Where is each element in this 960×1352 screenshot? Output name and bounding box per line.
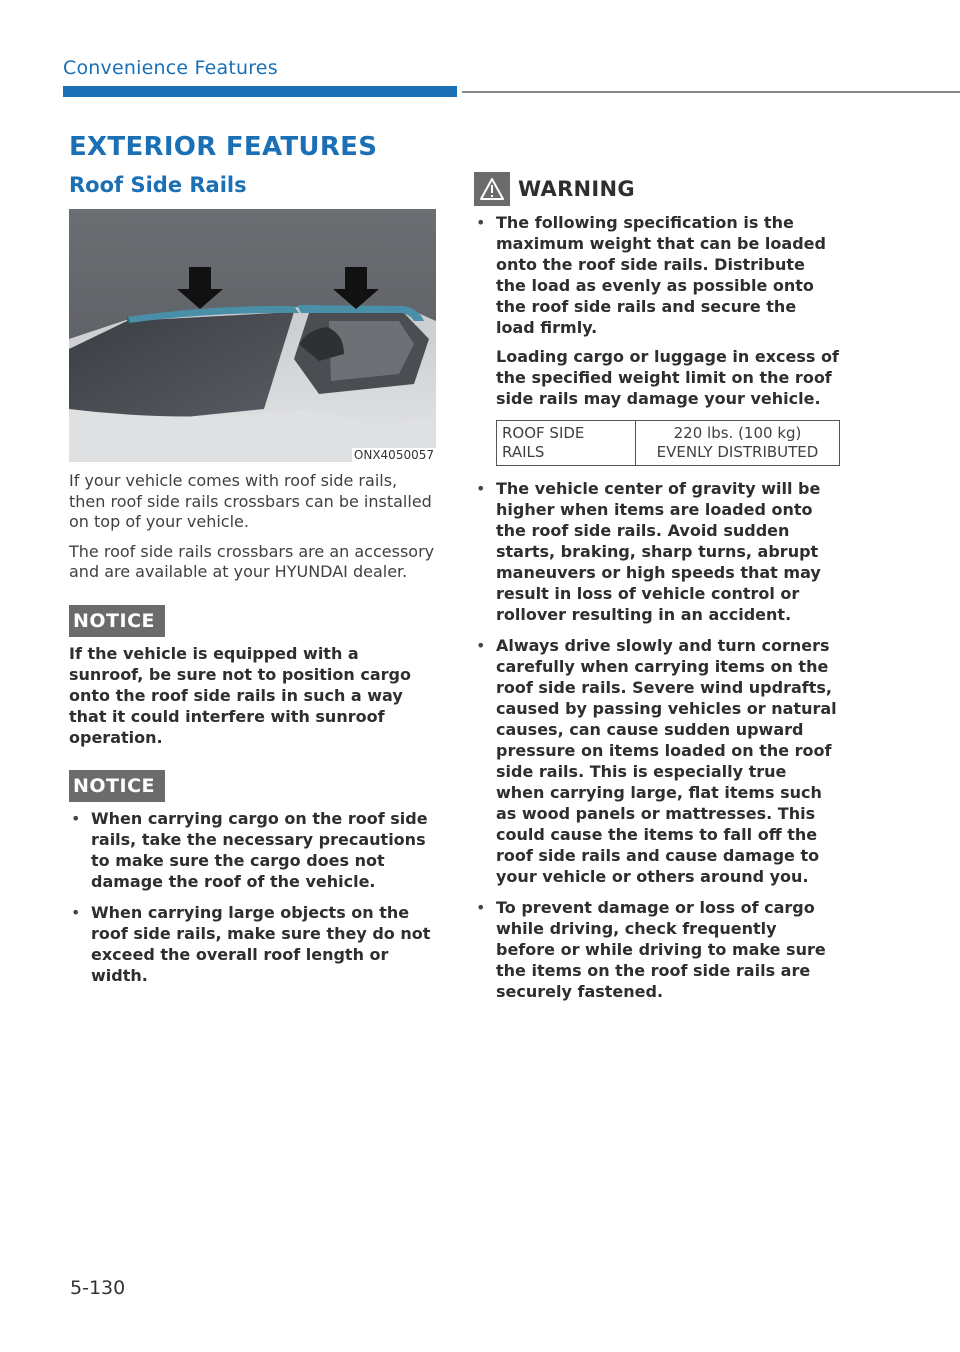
figure-code: ONX4050057 — [353, 448, 434, 462]
section-header: Convenience Features — [63, 57, 278, 79]
warning-header — [474, 172, 840, 206]
spec-table — [496, 420, 840, 466]
table-row — [497, 421, 840, 466]
header-rule-blue — [63, 86, 457, 97]
warning-item-text: The following specification is the maximum weight that can be loaded onto the roof side rails. Distribute the load as evenly as possible onto the roof side rails and secure the load firmly. — [496, 213, 826, 337]
list-item: • When carrying large objects on the roof side rails, make sure they do not exceed the overall roof length or width. — [69, 902, 436, 986]
intro-paragraph: If your vehicle comes with roof side rails, then roof side rails crossbars can be installed on top of your vehicle. — [69, 471, 432, 531]
warning-title: WARNING — [518, 177, 635, 201]
left-column — [69, 130, 436, 996]
warning-triangle-icon — [474, 172, 510, 206]
spec-value — [636, 421, 840, 466]
notice-text: If the vehicle is equipped with a sunroof, be sure not to position cargo onto the roof side rails in such a way that it could interfere with sunroof operation. — [69, 643, 411, 747]
header-rule-gray — [462, 91, 960, 93]
spec-value-distribution: EVENLY DISTRIBUTED — [656, 443, 819, 461]
list-item: • Always drive slowly and turn corners carefully when carrying items on the roof side rails. Severe wind updrafts, caused by passing vehicles or natural causes, can cause sudden upward pressure on items loaded on the roof side rails. This is especially true when carrying large, flat items such as wood panels or mattresses. This could cause the items to fall off the roof side rails and cause damage to your vehicle or others around you. — [474, 635, 840, 887]
spec-value-weight: 220 lbs. (100 kg) — [673, 424, 802, 442]
notice-badge: NOTICE — [69, 605, 165, 637]
list-item: • When carrying cargo on the roof side rails, take the necessary precautions to make sure the cargo does not damage the roof of the vehicle. — [69, 808, 436, 892]
page-number: 5-130 — [70, 1277, 126, 1299]
notice-block-cargo — [69, 770, 436, 986]
roof-rails-figure — [69, 209, 436, 462]
list-item: • The vehicle center of gravity will be higher when items are loaded onto the roof side rails. Avoid sudden starts, braking, sharp turns, abrupt maneuvers or high speeds that may result in loss of vehicle control or rollover resulting in an accident. — [474, 478, 840, 625]
intro-paragraph: The roof side rails crossbars are an accessory and are available at your HYUNDAI dealer. — [69, 541, 435, 581]
notice-block-sunroof — [69, 605, 436, 748]
list-item — [474, 212, 840, 466]
roof-rails-illustration — [69, 209, 436, 462]
spec-label: ROOF SIDE RAILS — [497, 421, 636, 466]
warning-list — [474, 212, 840, 1002]
list-item: • To prevent damage or loss of cargo while driving, check frequently before or while driving to make sure the items on the roof side rails are securely fastened. — [474, 897, 840, 1002]
subsection-title: Roof Side Rails — [69, 173, 247, 197]
right-column — [474, 172, 840, 1012]
warning-followup-text: Loading cargo or luggage in excess of the specified weight limit on the roof side rails may damage your vehicle. — [496, 347, 839, 408]
notice-list — [69, 808, 436, 986]
chapter-title: EXTERIOR FEATURES — [69, 132, 378, 162]
notice-badge: NOTICE — [69, 770, 165, 802]
